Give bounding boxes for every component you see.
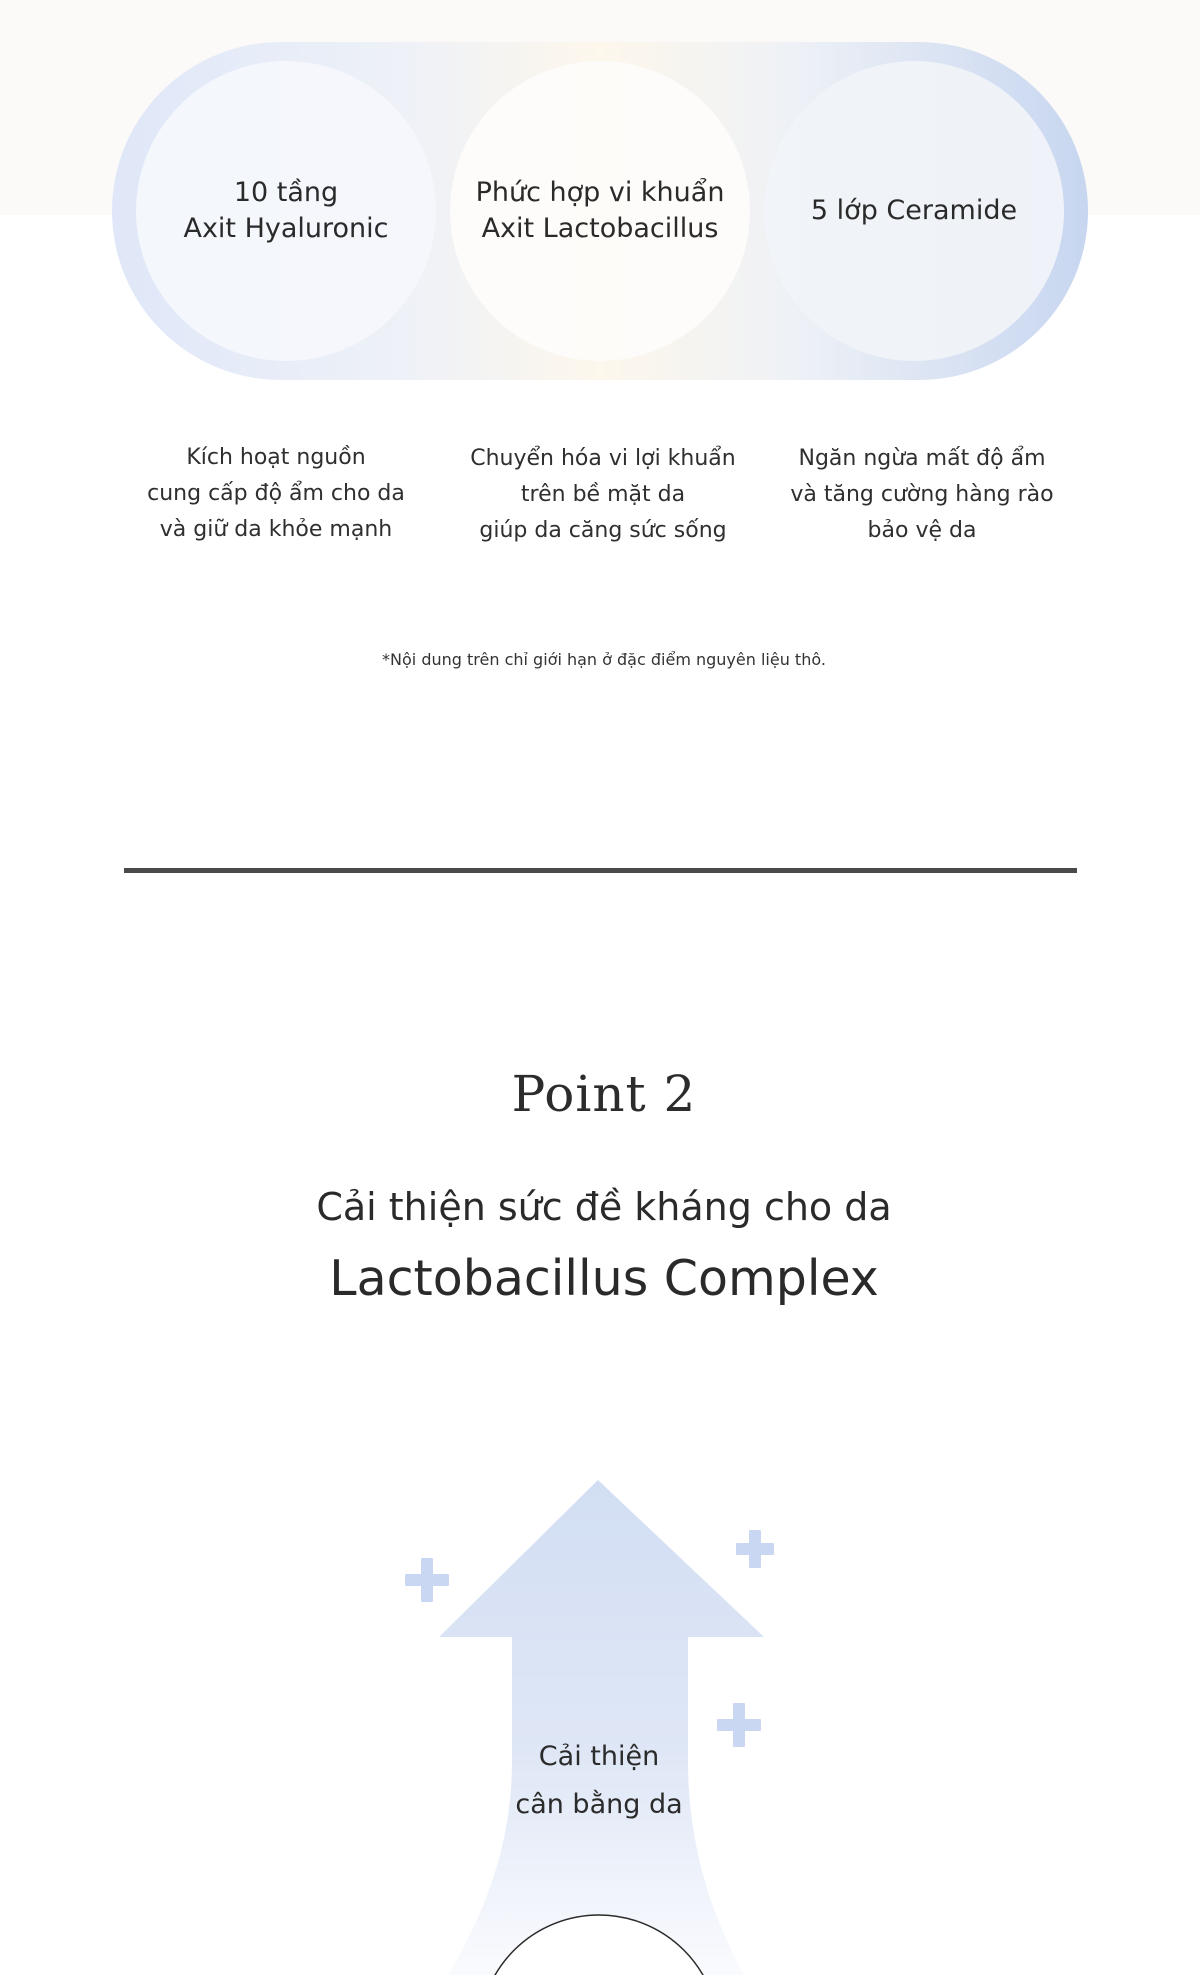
ingredient-description: Chuyển hóa vi lợi khuẩn trên bề mặt da giúp da căng sức sống: [470, 446, 736, 543]
arrow-label: Cải thiện cân bằng da: [515, 1741, 683, 1820]
plus-icon: [405, 1558, 449, 1602]
ingredient-description: Kích hoạt nguồn cung cấp độ ẩm cho da và giữ da khỏe mạnh: [147, 445, 405, 542]
ingredient-circle-hyaluronic: [136, 61, 436, 361]
section-subtitle: Cải thiện sức đề kháng cho da: [316, 1185, 892, 1229]
plus-icon: [736, 1530, 774, 1568]
ingredient-name: Phức hợp vi khuẩn Axit Lactobacillus: [475, 177, 725, 244]
section-heading: Lactobacillus Complex: [329, 1250, 879, 1307]
ingredient-circle-ceramide: [764, 61, 1064, 361]
ingredient-name: 10 tầng Axit Hyaluronic: [183, 177, 389, 244]
section-divider: [124, 868, 1077, 873]
ingredient-description: Ngăn ngừa mất độ ẩm và tăng cường hàng rào bảo vệ da: [790, 446, 1054, 543]
ingredient-name: 5 lớp Ceramide: [810, 195, 1018, 226]
disclaimer-note: *Nội dung trên chỉ giới hạn ở đặc điểm nguyên liệu thô.: [382, 650, 826, 669]
point-title: Point 2: [511, 1065, 697, 1123]
ingredient-circle-lactobacillus: [450, 61, 750, 361]
upward-arrow-graphic: [0, 1460, 1200, 1975]
